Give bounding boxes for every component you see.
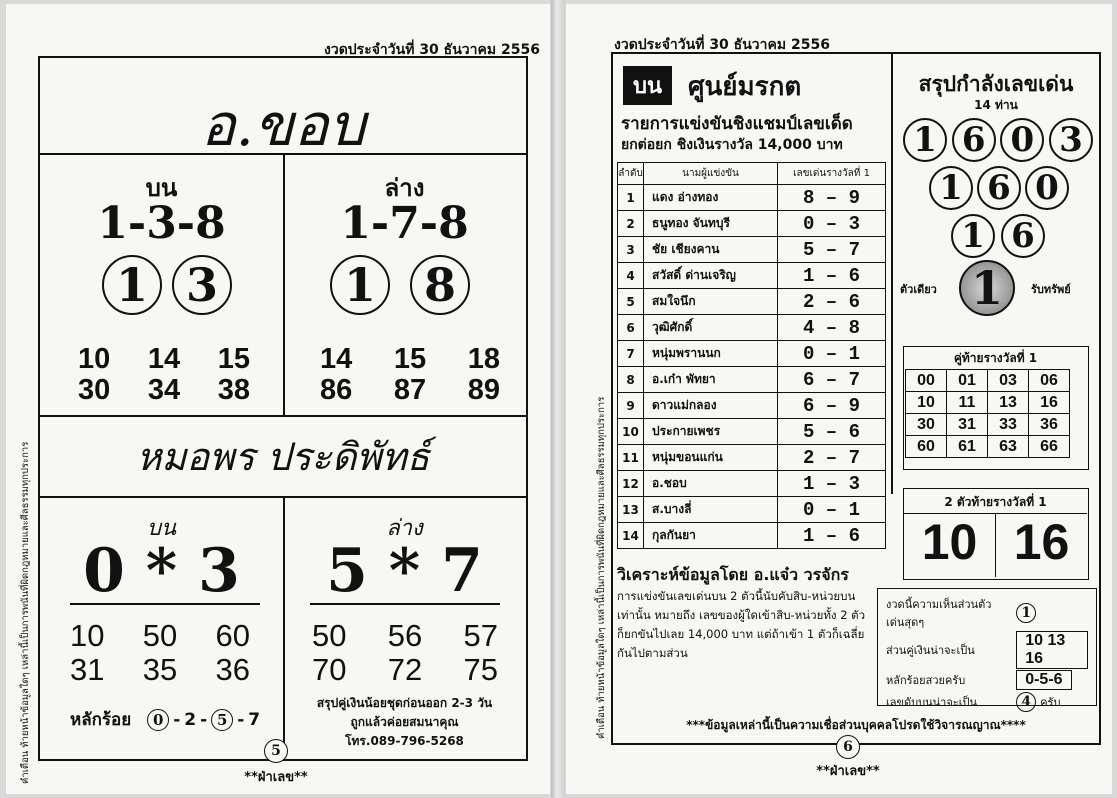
grid-cell: 00 bbox=[906, 370, 947, 392]
summary-row bbox=[886, 669, 1088, 691]
grid-row bbox=[906, 436, 1070, 458]
lower2-pairs-row-2 bbox=[312, 652, 498, 688]
grid-cell: 61 bbox=[947, 436, 988, 458]
grid-cell: 63 bbox=[988, 436, 1029, 458]
contestant-cell: กุลกันยา bbox=[644, 523, 778, 549]
rank-cell: 10 bbox=[618, 419, 644, 445]
pick-cell: 0 – 1 bbox=[778, 341, 886, 367]
badge: บน bbox=[623, 66, 672, 105]
grid-cell: 10 bbox=[906, 392, 947, 414]
side-disclaimer: คำเตือน ท้ายหน้าข้อมูลใดๆ เหล่านี้เป็นการพนันที่ผิดกฎหมายและศีลธรรมทุกประการ bbox=[596, 396, 607, 739]
contest-line-1: รายการแข่งขันชิงแชมป์เลขเด็ด bbox=[621, 114, 853, 134]
contestant-cell: ชัย เชียงคาน bbox=[644, 237, 778, 263]
upper2-pairs-row-1 bbox=[70, 618, 250, 654]
table-row bbox=[618, 237, 886, 263]
power-count: 14 ท่าน bbox=[974, 98, 1018, 112]
summary-value: 10 13 16 bbox=[1016, 631, 1088, 669]
analysis-title: วิเคราะห์ข้อมูลโดย อ.แจ๋ว วรจักร bbox=[617, 565, 849, 584]
pick-cell: 1 – 6 bbox=[778, 263, 886, 289]
power-row-1 bbox=[903, 118, 1093, 162]
contestant-cell: สวัสดิ์ ด่านเจริญ bbox=[644, 263, 778, 289]
hundreds-row: หลักร้อย 0 - 2 - 5 - 7 bbox=[70, 706, 260, 733]
left-page bbox=[6, 4, 550, 794]
pair: 18 bbox=[467, 343, 500, 375]
table-row bbox=[618, 315, 886, 341]
table-row bbox=[618, 185, 886, 211]
pick-cell: 2 – 6 bbox=[778, 289, 886, 315]
pair: 35 bbox=[142, 652, 178, 687]
issue-date: งวดประจำวันที่ 30 ธันวาคม 2556 bbox=[324, 42, 540, 58]
pick-cell: 2 – 7 bbox=[778, 445, 886, 471]
grid-cell: 01 bbox=[947, 370, 988, 392]
pair: 10 bbox=[78, 343, 111, 375]
table-row bbox=[618, 211, 886, 237]
upper-single-2: 3 bbox=[172, 255, 232, 315]
power-digit: 3 bbox=[1049, 118, 1093, 162]
contestant-cell: หนุ่มพรานนก bbox=[644, 341, 778, 367]
grid-cell: 60 bbox=[906, 436, 947, 458]
power-digit: 0 bbox=[1025, 166, 1069, 210]
pair: 50 bbox=[312, 618, 347, 653]
footer-note: **ฝ่าเลข** bbox=[244, 770, 308, 785]
power-title: สรุปกำลังเลขเด่น bbox=[918, 72, 1074, 96]
underline bbox=[70, 603, 260, 605]
pick-cell: 8 – 9 bbox=[778, 185, 886, 211]
single-digit-badge: 1 bbox=[959, 260, 1015, 316]
right-page bbox=[566, 4, 1112, 794]
issue-date: งวดประจำวันที่ 30 ธันวาคม 2556 bbox=[614, 37, 830, 53]
pair: 57 bbox=[463, 618, 498, 653]
rank-cell: 7 bbox=[618, 341, 644, 367]
pick-cell: 0 – 3 bbox=[778, 211, 886, 237]
table-row bbox=[618, 471, 886, 497]
summary-value-cell bbox=[1016, 631, 1088, 669]
upper-set: 1-3-8 bbox=[97, 198, 226, 249]
side-disclaimer: คำเตือน ท้ายหน้าข้อมูลใดๆ เหล่านี้เป็นการพนันที่ผิดกฎหมายและศีลธรรมทุกประการ bbox=[20, 441, 31, 784]
contestant-cell: แดง อ่างทอง bbox=[644, 185, 778, 211]
col-header: ลำดับ bbox=[618, 163, 644, 185]
pair: 15 bbox=[217, 343, 250, 375]
summary-box bbox=[877, 588, 1097, 710]
pick-cell: 1 – 3 bbox=[778, 471, 886, 497]
grid-cell: 30 bbox=[906, 414, 947, 436]
pick-cell: 1 – 6 bbox=[778, 523, 886, 549]
hundreds-digit: 7 bbox=[248, 709, 261, 730]
summary-label: เลขดับบนน่าจะเป็น bbox=[886, 696, 977, 709]
summary-value: 1 bbox=[1016, 603, 1036, 623]
power-digit: 6 bbox=[1001, 214, 1045, 258]
divider bbox=[891, 54, 893, 494]
pick-cell: 6 – 7 bbox=[778, 367, 886, 393]
power-digit: 1 bbox=[903, 118, 947, 162]
page-number: 6 bbox=[836, 735, 860, 759]
grid-cell: 31 bbox=[947, 414, 988, 436]
pair: 34 bbox=[147, 374, 181, 406]
underline bbox=[310, 603, 500, 605]
col-header: นามผู้แข่งขัน bbox=[644, 163, 778, 185]
grid-box bbox=[903, 346, 1089, 470]
lower-pairs-row-2 bbox=[320, 374, 500, 407]
pair: 86 bbox=[320, 374, 353, 406]
promo-line: ถูกแล้วค่อยสมนาคุณ bbox=[350, 715, 459, 729]
grid-table bbox=[905, 369, 1070, 458]
grid-cell: 13 bbox=[988, 392, 1029, 414]
table-row bbox=[618, 289, 886, 315]
hundreds-label: หลักร้อย bbox=[70, 710, 132, 730]
pick-cell: 5 – 6 bbox=[778, 419, 886, 445]
table-row bbox=[618, 497, 886, 523]
pair: 10 bbox=[70, 618, 105, 653]
pick-cell: 5 – 7 bbox=[778, 237, 886, 263]
single-label: ตัวเดียว bbox=[900, 283, 937, 296]
upper-pairs-row-1 bbox=[78, 343, 250, 376]
summary-label: ส่วนคู่เงินน่าจะเป็น bbox=[886, 644, 975, 657]
pick-cell: 4 – 8 bbox=[778, 315, 886, 341]
pair: 70 bbox=[312, 652, 347, 687]
summary-label: งวดนี้ความเห็นส่วนตัว เด่นสุดๆ bbox=[886, 598, 992, 629]
pair: 50 bbox=[142, 618, 178, 653]
rank-cell: 11 bbox=[618, 445, 644, 471]
contestant-cell: สมใจนึก bbox=[644, 289, 778, 315]
upper2-label: บน bbox=[146, 516, 176, 541]
rank-cell: 12 bbox=[618, 471, 644, 497]
two-value-1: 10 bbox=[921, 514, 978, 570]
power-digit: 0 bbox=[1000, 118, 1044, 162]
pair: 31 bbox=[70, 652, 105, 687]
pair: 89 bbox=[467, 374, 500, 406]
power-row-3 bbox=[951, 214, 1045, 258]
promo-line: สรุปคู่เงินน้อยชุดก่อนออก 2-3 วัน bbox=[316, 696, 493, 710]
col-header: เลขเด่นรางวัลที่ 1 bbox=[778, 163, 886, 185]
pair: 72 bbox=[387, 652, 423, 687]
pair: 75 bbox=[463, 652, 498, 687]
rank-cell: 6 bbox=[618, 315, 644, 341]
pick-cell: 6 – 9 bbox=[778, 393, 886, 419]
summary-value-cell bbox=[1016, 669, 1088, 691]
table-row bbox=[618, 341, 886, 367]
lower2-pair: 5 * 7 bbox=[326, 536, 483, 606]
hundreds-digit: 2 bbox=[184, 709, 197, 730]
upper-pairs-row-2 bbox=[78, 374, 250, 407]
upper-single-1: 1 bbox=[102, 255, 162, 315]
pick-cell: 0 – 1 bbox=[778, 497, 886, 523]
summary-label: หลักร้อยสวยครับ bbox=[886, 674, 966, 687]
wealth-label: รับทรัพย์ bbox=[1031, 283, 1071, 296]
table-row bbox=[618, 523, 886, 549]
lower-single-1: 1 bbox=[330, 255, 390, 315]
name-script: หมอพร ประดิพัทธ์ bbox=[136, 435, 430, 479]
summary-suffix: ครับ bbox=[1040, 696, 1061, 709]
pair: 87 bbox=[393, 374, 427, 406]
contestant-cell: อ.ชอบ bbox=[644, 471, 778, 497]
lower2-pairs-row-1 bbox=[312, 618, 498, 654]
lower-label: ล่าง bbox=[384, 174, 425, 202]
two-value-2: 16 bbox=[1013, 514, 1070, 570]
table-row bbox=[618, 445, 886, 471]
grid-cell: 03 bbox=[988, 370, 1029, 392]
rank-cell: 4 bbox=[618, 263, 644, 289]
two-digit-box bbox=[903, 488, 1089, 580]
pair: 15 bbox=[393, 343, 427, 375]
table-row bbox=[618, 263, 886, 289]
table-row bbox=[618, 419, 886, 445]
rank-cell: 13 bbox=[618, 497, 644, 523]
summary-value: 0-5-6 bbox=[1016, 670, 1071, 690]
power-digit: 1 bbox=[929, 166, 973, 210]
contestant-cell: อ.เก๋า พัทยา bbox=[644, 367, 778, 393]
grid-cell: 16 bbox=[1029, 392, 1070, 414]
pair: 14 bbox=[147, 343, 181, 375]
page-gutter bbox=[551, 0, 565, 798]
grid-title: คู่ท้ายรางวัลที่ 1 bbox=[953, 351, 1038, 365]
page-number: 5 bbox=[264, 739, 288, 763]
rank-cell: 1 bbox=[618, 185, 644, 211]
pair: 36 bbox=[215, 652, 250, 687]
summary-value: 4 bbox=[1016, 692, 1036, 712]
contest-line-2: ยกต่อยก ชิงเงินรางวัล 14,000 บาท bbox=[621, 137, 843, 153]
summary-row bbox=[886, 631, 1088, 669]
hundreds-digit: 5 bbox=[211, 709, 233, 731]
right-frame bbox=[611, 52, 1101, 745]
summary-value-cell bbox=[1016, 595, 1088, 631]
contestant-cell: ธนูทอง จันทบุรี bbox=[644, 211, 778, 237]
summary-table bbox=[886, 595, 1088, 713]
table-row bbox=[618, 393, 886, 419]
upper-label: บน bbox=[145, 174, 178, 202]
upper2-pairs-row-2 bbox=[70, 652, 250, 688]
analysis-text: การแข่งขันเลขเด่นบน 2 ตัวนี้นับคับสิบ-หน่วยบนเท่านั้น หมายถึง เลขของผู้ใดเข้าสิบ-หน่วยทั้ง 2 ตัว ก็ยกขันไปเลย 14,000 บาท แต่ถ้าเข้า 1 ตัวก็เฉลี่ยกันไปตามส่วน bbox=[617, 589, 866, 660]
pair: 38 bbox=[217, 374, 250, 406]
title-script: อ.ขอบ bbox=[200, 91, 366, 159]
contestant-cell: ดาวแม่กลอง bbox=[644, 393, 778, 419]
rank-cell: 2 bbox=[618, 211, 644, 237]
grid-row bbox=[906, 392, 1070, 414]
belief-note: ***ข้อมูลเหล่านี้เป็นความเชื่อส่วนบุคคลโปรดใช้วิจารณญาณ**** bbox=[686, 718, 1026, 732]
power-digit: 6 bbox=[977, 166, 1021, 210]
grid-row bbox=[906, 414, 1070, 436]
rank-cell: 9 bbox=[618, 393, 644, 419]
left-frame bbox=[38, 56, 528, 761]
contestant-cell: ประกายเพชร bbox=[644, 419, 778, 445]
lower-set: 1-7-8 bbox=[340, 198, 469, 249]
footer-note: **ฝ่าเลข** bbox=[816, 764, 880, 779]
summary-row bbox=[886, 595, 1088, 631]
power-row-2 bbox=[929, 166, 1069, 210]
power-digit: 1 bbox=[951, 214, 995, 258]
rank-cell: 3 bbox=[618, 237, 644, 263]
contestant-cell: หนุ่มขอนแก่น bbox=[644, 445, 778, 471]
grid-cell: 06 bbox=[1029, 370, 1070, 392]
grid-cell: 33 bbox=[988, 414, 1029, 436]
rank-cell: 5 bbox=[618, 289, 644, 315]
rank-cell: 14 bbox=[618, 523, 644, 549]
power-digit: 6 bbox=[952, 118, 996, 162]
center-name: ศูนย์มรกต bbox=[688, 72, 802, 102]
table-row bbox=[618, 367, 886, 393]
summary-row bbox=[886, 691, 1088, 713]
two-title: 2 ตัวท้ายรางวัลที่ 1 bbox=[944, 495, 1047, 509]
divider bbox=[40, 415, 526, 417]
upper2-pair: 0 * 3 bbox=[83, 536, 240, 606]
hundreds-digit: 0 bbox=[147, 709, 169, 731]
promo-block bbox=[283, 694, 526, 751]
grid-cell: 11 bbox=[947, 392, 988, 414]
phone-number: โทร.089-796-5268 bbox=[345, 734, 464, 748]
rank-cell: 8 bbox=[618, 367, 644, 393]
grid-cell: 66 bbox=[1029, 436, 1070, 458]
summary-value-cell bbox=[1016, 691, 1088, 713]
lower2-label: ล่าง bbox=[386, 516, 423, 541]
contestant-cell: วุฒิศักดิ์ bbox=[644, 315, 778, 341]
pair: 30 bbox=[78, 374, 111, 406]
lower-single-2: 8 bbox=[410, 255, 470, 315]
lower-pairs-row-1 bbox=[320, 343, 500, 376]
leaderboard-table bbox=[617, 162, 886, 549]
grid-row bbox=[906, 370, 1070, 392]
pair: 56 bbox=[387, 618, 423, 653]
contestant-cell: ส.บางลี่ bbox=[644, 497, 778, 523]
pair: 14 bbox=[320, 343, 353, 375]
grid-cell: 36 bbox=[1029, 414, 1070, 436]
pair: 60 bbox=[215, 618, 250, 653]
